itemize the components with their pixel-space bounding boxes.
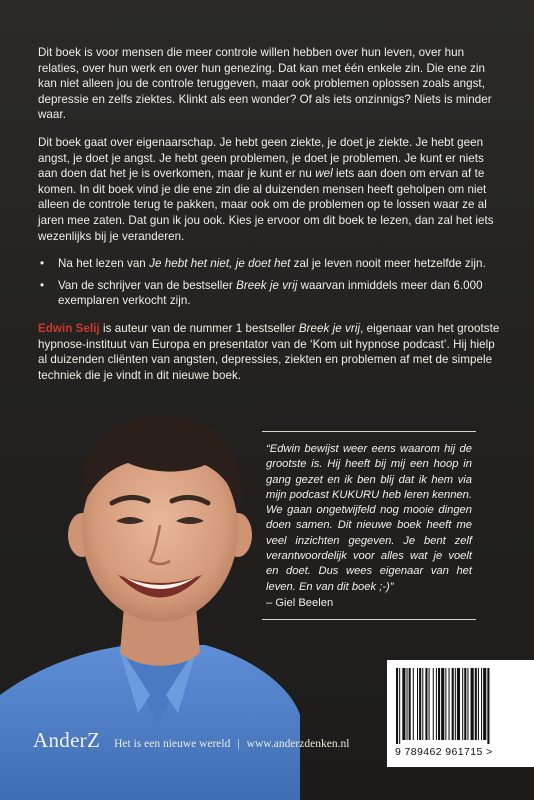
isbn-digits: 9 789462 961715 (395, 746, 483, 758)
barcode-bar (455, 668, 456, 740)
barcode-bar (413, 668, 414, 740)
author-name: Edwin Selij (38, 321, 100, 335)
barcode-bar (396, 668, 398, 744)
barcode-bar (407, 668, 408, 740)
isbn-quiet-mark: > (486, 746, 493, 758)
author-bio (38, 321, 500, 383)
barcode-bar (425, 668, 427, 740)
blurb-text (38, 45, 500, 395)
barcode-bar (483, 668, 486, 740)
barcode-bar (436, 668, 437, 740)
barcode-bar (429, 668, 430, 740)
barcode-bar (422, 668, 423, 740)
tagline-text: Het is een nieuwe wereld (114, 738, 231, 750)
barcode (387, 660, 534, 767)
barcode-bar (409, 668, 411, 740)
bullet-list (38, 256, 500, 309)
separator: | (237, 738, 240, 750)
barcode-bar (457, 668, 460, 740)
bullet-text: waarvan inmiddels meer dan 6.000 exemplaren verkocht zijn. (58, 278, 483, 308)
author-bio-book-title: Breek je vrij (298, 321, 361, 335)
testimonial-quote (262, 431, 476, 620)
barcode-bar (419, 668, 421, 740)
barcode-bar (467, 668, 468, 740)
publisher-website: www.anderzdenken.nl (246, 738, 350, 750)
barcode-bar (441, 668, 444, 740)
logo-text: Ander (33, 728, 87, 752)
barcode-bar (464, 668, 466, 740)
barcode-bar (471, 668, 474, 740)
publisher-tagline (114, 738, 349, 750)
barcode-bar (487, 668, 489, 744)
barcode-bar (452, 668, 454, 740)
author-bio-part-b: , eigenaar van het grootste hypnose-instituut van Europa en presentator van de ‘Kom uit hypnose podcast’. Hij hielp al duizenden cliënten van angsten, depressies, ziekten en problemen af met de simpele techniek die je vindt in dit nieuwe boek. (38, 321, 500, 382)
barcode-bar (449, 668, 450, 740)
barcode-bar (399, 668, 400, 744)
barcode-bar (481, 668, 482, 740)
barcode-bar (433, 668, 434, 740)
publisher-line (33, 728, 349, 753)
intro-paragraph-2-part-a: Dit boek gaat over eigenaarschap. Je hebt geen ziekte, je doet je ziekte. Je hebt geen angst, je doet je angst. Je hebt geen problemen, je doet je problemen. Je kunt er niets aan doen dat het je is overkomen, maar je kunt er nu (38, 135, 484, 181)
publisher-logo (33, 728, 100, 753)
bullet-item (38, 278, 500, 309)
intro-paragraph-2 (38, 135, 500, 244)
intro-paragraph-2-emphasis: wel (315, 167, 333, 181)
author-bio-part-a: is auteur van de nummer 1 bestseller (99, 321, 299, 335)
book-title-emphasis: Je hebt het niet, je doet het (149, 257, 291, 271)
barcode-bar (417, 668, 418, 740)
barcode-bar (402, 668, 405, 740)
isbn-number (395, 746, 531, 758)
bullet-text: Van de schrijver van de bestseller (58, 278, 237, 292)
barcode-bar (475, 668, 477, 740)
bullet-text: zal je leven nooit meer hetzelfde zijn. (290, 257, 486, 271)
bullet-item (38, 256, 500, 272)
barcode-bar (478, 668, 479, 740)
barcode-bar (445, 668, 446, 740)
book-title-emphasis: Breek je vrij (236, 278, 298, 292)
quote-author: – Giel Beelen (266, 596, 334, 609)
intro-paragraph-2-part-b: iets aan doen om ervan af te komen. In dit boek vind je die ene zin die al duizenden mensen heeft geholpen om niet alleen de controle terug te pakken, maar ook om de problemen op te lossen waar ze al jaren mee zaten. Dat gun ik jou ook. Kies je ervoor om dit boek te lezen, dan zal het iets wezenlijks bij je veranderen. (38, 167, 494, 243)
quote-text: “Edwin bewijst weer eens waarom hij de grootste is. Hij heeft bij mij een hoop in gang gezet en ik ben blij dat ik hem via mijn podcast KUKURU heb leren kennen. We gaan ongetwijfeld nog mooie dingen doen samen. Dit nieuwe boek heeft me veel inzichten gegeven. Je bent zelf verantwoordelijk voor alles wat je voelt en doet. Dus wees eigenaar van het leven. En van dit boek ;-)” (266, 443, 472, 593)
intro-paragraph-1: Dit boek is voor mensen die meer controle willen hebben over hun leven, over hun relaties, over hun werk en over hun genezing. Dat kan met één enkele zin. Die ene zin kan niet alleen jou de controle teruggeven, maar ook problemen oplossen zoals angst, depressie en zelfs ziektes. Klinkt als een wonder? Of als iets onzinnigs? Niets is minder waar. (38, 46, 492, 122)
logo-z: Z (86, 728, 101, 752)
barcode-bars (396, 668, 524, 744)
bullet-text: Na het lezen van (58, 257, 150, 271)
barcode-bar (462, 668, 463, 740)
barcode-bar (438, 668, 440, 740)
